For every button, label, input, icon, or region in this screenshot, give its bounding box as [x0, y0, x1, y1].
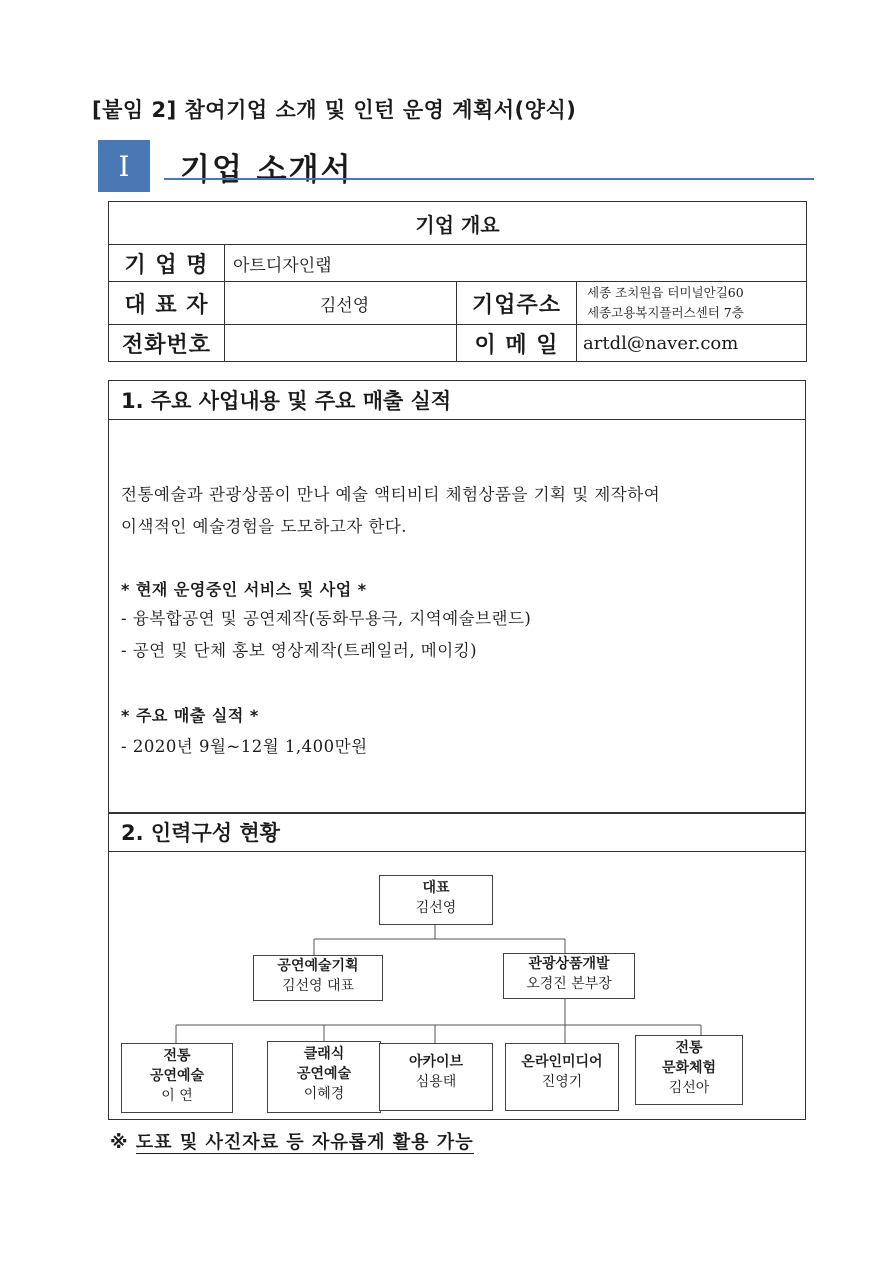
sales-heading: * 주요 매출 실적 * — [121, 706, 259, 725]
org-team3-title: 아카이브 — [408, 1054, 464, 1070]
org-team2-title-1: 클래식 — [303, 1046, 345, 1062]
org-ceo-title: 대표 — [422, 880, 450, 896]
footnote-text: 도표 및 사진자료 등 자유롭게 활용 가능 — [135, 1132, 474, 1153]
company-overview-table — [108, 201, 807, 362]
email-label: 이 메 일 — [457, 325, 577, 362]
ceo-label: 대 표 자 — [109, 282, 225, 325]
section-header — [98, 140, 814, 194]
address-line-1: 세종 조치원읍 터미널안길60 — [587, 285, 744, 300]
address-label: 기업주소 — [457, 282, 577, 325]
overview-heading: 기업 개요 — [109, 202, 807, 245]
org-node-team1 — [121, 1043, 233, 1113]
sales-item-1: - 2020년 9월~12월 1,400만원 — [121, 737, 368, 756]
org-team2-name: 이혜경 — [303, 1086, 345, 1102]
business-intro-line-1: 전통예술과 관광상품이 만나 예술 액티비티 체험상품을 기획 및 제작하여 — [121, 485, 661, 504]
business-heading: 1. 주요 사업내용 및 주요 매출 실적 — [109, 381, 805, 420]
org-dept1-title: 공연예술기획 — [277, 958, 359, 974]
org-team5-title-1: 전통 — [675, 1040, 703, 1056]
company-name-label: 기 업 명 — [109, 245, 225, 282]
org-node-team2 — [267, 1041, 381, 1113]
email-value: artdl@naver.com — [577, 325, 807, 362]
staff-section — [108, 812, 806, 1120]
section-numeral: Ⅰ — [98, 140, 150, 192]
org-team5-title-2: 문화체험 — [661, 1060, 717, 1076]
org-node-team4 — [505, 1043, 619, 1111]
org-node-ceo — [379, 875, 493, 925]
org-team4-title: 온라인미디어 — [521, 1054, 603, 1070]
address-line-2: 세종고용복지플러스센터 7층 — [587, 305, 744, 320]
org-node-dept2 — [503, 953, 635, 999]
org-team1-name: 이 연 — [161, 1088, 193, 1104]
org-node-dept1 — [253, 955, 383, 1001]
business-section — [108, 380, 806, 814]
org-node-team5 — [635, 1035, 743, 1105]
org-team1-title-1: 전통 — [163, 1048, 191, 1064]
footnote — [110, 1128, 474, 1154]
business-intro-line-2: 이색적인 예술경험을 도모하고자 한다. — [121, 517, 408, 536]
org-team5-name: 김선아 — [668, 1080, 710, 1096]
phone-value — [225, 325, 457, 362]
document-title: [붙임 2] 참여기업 소개 및 인턴 운영 계획서(양식) — [92, 98, 577, 122]
services-heading: * 현재 운영중인 서비스 및 사업 * — [121, 580, 367, 599]
ceo-value: 김선영 — [225, 282, 457, 325]
org-team3-name: 심용태 — [415, 1074, 457, 1090]
service-item-2: - 공연 및 단체 홍보 영상제작(트레일러, 메이킹) — [121, 641, 478, 660]
section-title: 기업 소개서 — [180, 152, 353, 188]
org-dept2-name: 오경진 본부장 — [526, 976, 612, 992]
org-node-team3 — [379, 1043, 493, 1111]
org-team2-title-2: 공연예술 — [296, 1066, 352, 1082]
service-item-1: - 융복합공연 및 공연제작(동화무용극, 지역예술브랜드) — [121, 609, 532, 628]
footnote-mark: ※ — [110, 1132, 129, 1153]
org-dept2-title: 관광상품개발 — [528, 956, 610, 972]
org-team1-title-2: 공연예술 — [149, 1068, 205, 1084]
address-value — [577, 282, 807, 325]
phone-label: 전화번호 — [109, 325, 225, 362]
org-team4-name: 진영기 — [541, 1074, 583, 1090]
org-ceo-name: 김선영 — [415, 900, 457, 916]
org-dept1-name: 김선영 대표 — [281, 978, 355, 994]
company-name-value: 아트디자인랩 — [225, 245, 807, 282]
staff-heading: 2. 인력구성 현황 — [109, 813, 805, 852]
section-underline — [164, 178, 814, 180]
